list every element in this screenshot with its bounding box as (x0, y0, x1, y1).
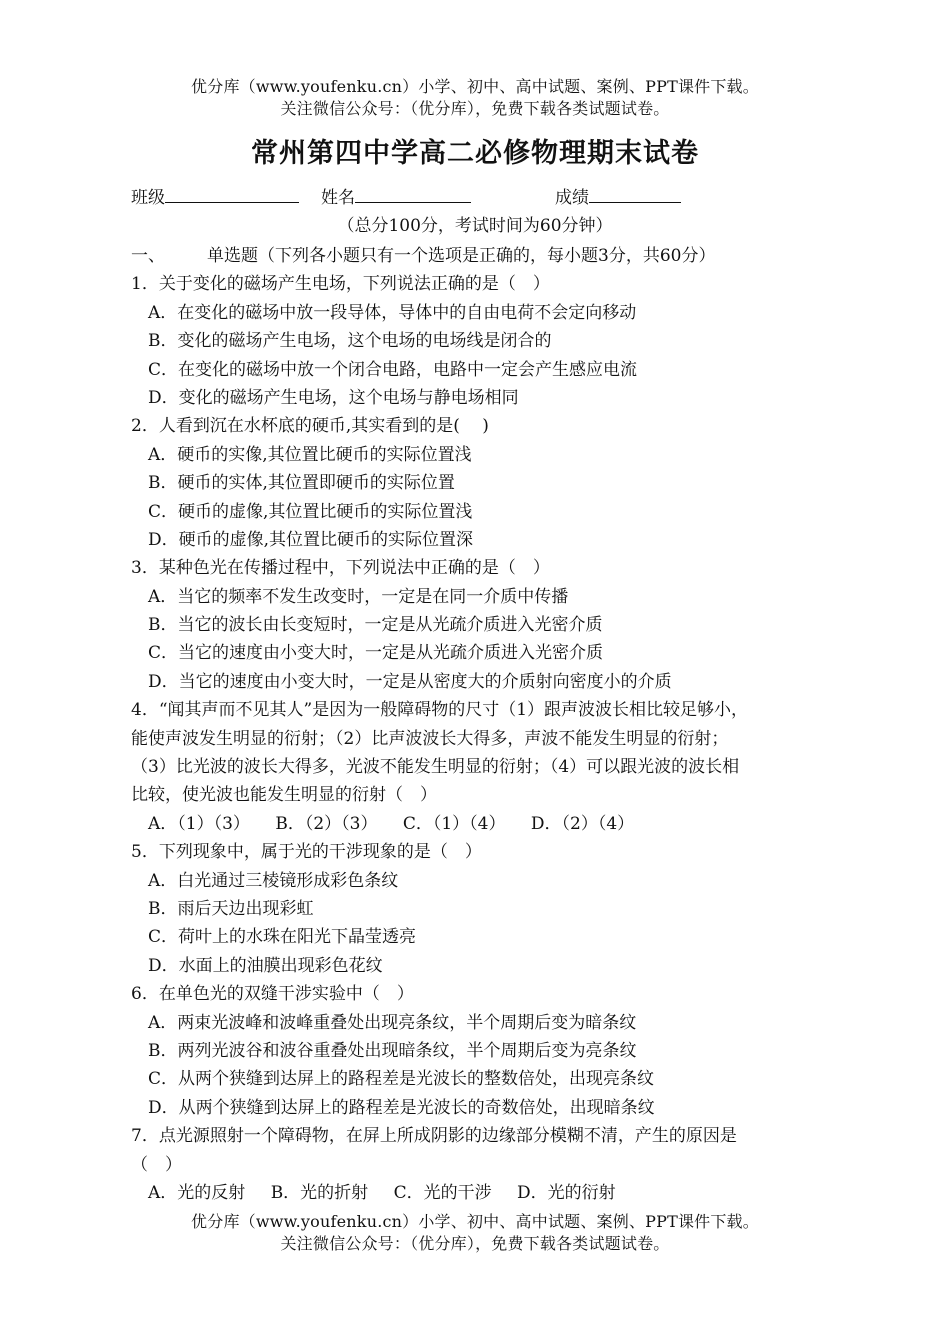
score-blank (589, 185, 681, 203)
question-1-option-c: C．在变化的磁场中放一个闭合电路，电路中一定会产生感应电流 (148, 359, 638, 380)
score-field (555, 185, 681, 211)
student-info-fields (131, 185, 851, 211)
class-field (131, 185, 299, 211)
question-5-option-c: C．荷叶上的水珠在阳光下晶莹透亮 (148, 927, 417, 948)
question-7-option-d: D．光的衍射 (517, 1182, 616, 1203)
question-5-option-b: B．雨后天边出现彩虹 (148, 898, 314, 919)
question-7-option-a: A．光的反射 (148, 1182, 246, 1203)
question-6-option-a: A．两束光波峰和波峰重叠处出现亮条纹，半个周期后变为暗条纹 (148, 1012, 637, 1033)
question-4-stem-line-3: （3）比光波的波长大得多，光波不能发生明显的衍射；（4）可以跟光波的波长相 (131, 757, 740, 778)
question-2-option-c: C．硬币的虚像,其位置比硬币的实际位置浅 (148, 501, 473, 522)
question-3-option-d: D．当它的速度由小变大时，一定是从密度大的介质射向密度小的介质 (148, 671, 672, 692)
class-label: 班级 (131, 188, 165, 208)
question-4-option-d: D．（2）（4） (530, 813, 635, 834)
section-text: 单选题（下列各小题只有一个选项是正确的，每小题3分，共60分） (207, 246, 716, 266)
question-4-option-c: C．（1）（4） (402, 813, 506, 834)
question-6-option-c: C．从两个狭缝到达屏上的路程差是光波长的整数倍处，出现亮条纹 (148, 1069, 655, 1090)
footer-line-2: 关注微信公众号：（优分库），免费下载各类试题试卷。 (280, 1234, 670, 1253)
question-3-option-b: B．当它的波长由长变短时，一定是从光疏介质进入光密介质 (148, 615, 603, 636)
question-6-option-d: D．从两个狭缝到达屏上的路程差是光波长的奇数倍处，出现暗条纹 (148, 1097, 655, 1118)
header-line-2: 关注微信公众号：（优分库），免费下载各类试题试卷。 (280, 99, 670, 118)
question-1-option-d: D．变化的磁场产生电场，这个电场与静电场相同 (148, 387, 519, 408)
score-label: 成绩 (555, 188, 589, 208)
question-7-stem-line-2: （ ） (131, 1154, 182, 1175)
footer-line-1: 优分库（www.youfenku.cn）小学、初中、高中试题、案例、PPT课件下载。 (191, 1212, 759, 1231)
name-blank (355, 185, 471, 203)
question-4-option-a: A．（1）（3） (148, 813, 250, 834)
question-4-stem-line-2: 能使声波发生明显的衍射；（2）比声波波长大得多，声波不能发生明显的衍射； (131, 728, 729, 749)
question-4-option-b: B．（2）（3） (275, 813, 378, 834)
exam-note: （总分100分，考试时间为60分钟） (337, 216, 613, 236)
question-5-stem: 5．下列现象中，属于光的干涉现象的是（ ） (131, 842, 482, 863)
question-6-option-b: B．两列光波谷和波谷重叠处出现暗条纹，半个周期后变为亮条纹 (148, 1040, 637, 1061)
question-7-option-b: B．光的折射 (270, 1182, 369, 1203)
question-2-option-d: D．硬币的虚像,其位置比硬币的实际位置深 (148, 529, 474, 550)
section-heading (131, 242, 837, 270)
question-1-option-a: A．在变化的磁场中放一段导体，导体中的自由电荷不会定向移动 (148, 302, 637, 323)
question-5-option-a: A．白光通过三棱镜形成彩色条纹 (148, 870, 399, 891)
question-7-stem-line-1: 7．点光源照射一个障碍物，在屏上所成阴影的边缘部分模糊不清，产生的原因是 (131, 1126, 737, 1147)
name-field (321, 185, 471, 211)
question-4-stem-line-1: 4．“闻其声而不见其人”是因为一般障碍物的尺寸（1）跟声波波长相比较足够小， (131, 700, 749, 721)
question-1-stem: 1．关于变化的磁场产生电场，下列说法正确的是（ ） (131, 274, 550, 295)
question-2-stem: 2．人看到沉在水杯底的硬币,其实看到的是( ) (131, 416, 489, 437)
question-2-option-b: B．硬币的实体,其位置即硬币的实际位置 (148, 473, 455, 494)
section-number: 一、 (131, 246, 165, 266)
header-line-1: 优分库（www.youfenku.cn）小学、初中、高中试题、案例、PPT课件下载。 (191, 77, 759, 96)
question-3-stem: 3．某种色光在传播过程中，下列说法中正确的是（ ） (131, 558, 550, 579)
question-4-options (131, 810, 837, 838)
name-label: 姓名 (321, 188, 355, 208)
question-list (131, 242, 837, 1207)
page-title: 常州第四中学高二必修物理期末试卷 (251, 138, 699, 169)
question-7-option-c: C．光的干涉 (393, 1182, 492, 1203)
question-3-option-c: C．当它的速度由小变大时，一定是从光疏介质进入光密介质 (148, 643, 604, 664)
question-1-option-b: B．变化的磁场产生电场，这个电场的电场线是闭合的 (148, 331, 552, 352)
question-5-option-d: D．水面上的油膜出现彩色花纹 (148, 955, 383, 976)
question-4-stem-line-4: 比较，使光波也能发生明显的衍射（ ） (131, 785, 437, 806)
question-2-option-a: A．硬币的实像,其位置比硬币的实际位置浅 (148, 444, 472, 465)
question-6-stem: 6．在单色光的双缝干涉实验中（ ） (131, 984, 414, 1005)
class-blank (165, 185, 299, 203)
question-3-option-a: A．当它的频率不发生改变时，一定是在同一介质中传播 (148, 586, 569, 607)
question-7-options (131, 1179, 837, 1207)
